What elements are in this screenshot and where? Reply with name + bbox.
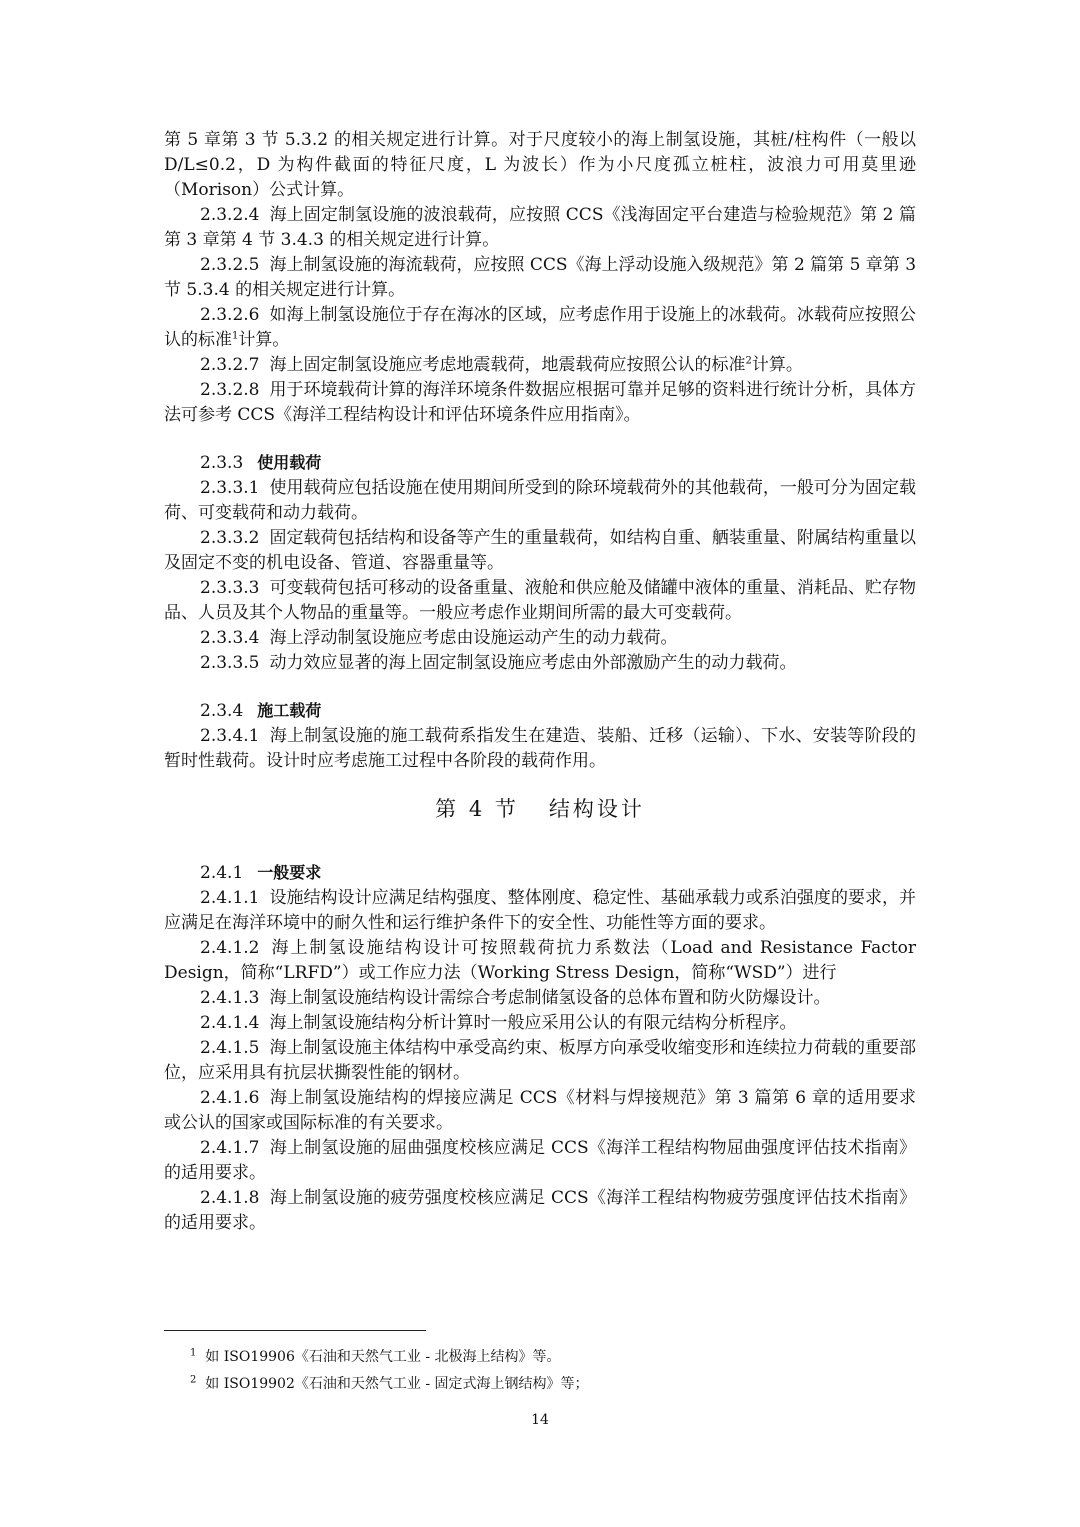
heading-title: 施工载荷: [257, 701, 322, 720]
clause-2-3-3-5: [164, 651, 916, 676]
footnote-1: [190, 1344, 890, 1371]
heading-2-4-1: [164, 860, 916, 886]
clause-text: 海上制氢设施结构设计需综合考虑制储氢设备的总体布置和防火防爆设计。: [269, 988, 831, 1008]
clause-number: 2.3.3.2: [200, 528, 260, 548]
footnote-text: 如 ISO19906《石油和天然气工业 - 北极海上结构》等。: [205, 1349, 561, 1365]
footnote-ref[interactable]: 2: [745, 355, 752, 367]
heading-title: 使用载荷: [257, 453, 322, 472]
clause-number: 2.3.2.7: [200, 355, 260, 375]
clause-number: 2.4.1.6: [200, 1088, 260, 1108]
heading-2-3-3: [164, 450, 916, 476]
page-number: 14: [531, 1412, 549, 1428]
clause-2-3-3-3: [164, 576, 916, 626]
clause-text: 如海上制氢设施位于存在海冰的区域，应考虑作用于设施上的冰载荷。冰载荷应按照公认的标准: [164, 305, 916, 350]
clause-number: 2.3.3.5: [200, 653, 260, 673]
clause-text: 设施结构设计应满足结构强度、整体刚度、稳定性、基础承载力或系泊强度的要求，并应满足在海洋环境中的耐久性和运行维护条件下的安全性、功能性等方面的要求。: [164, 888, 916, 933]
footnote-2: [190, 1371, 890, 1398]
clause-2-3-2-6: [164, 303, 916, 353]
section-title: [164, 794, 916, 824]
clause-number: 2.4.1.2: [200, 938, 260, 958]
clause-2-4-1-5: [164, 1036, 916, 1086]
clause-number: 2.4.1.5: [200, 1038, 260, 1058]
clause-text: 固定载荷包括结构和设备等产生的重量载荷，如结构自重、舾装重量、附属结构重量以及固定不变的机电设备、管道、容器重量等。: [164, 528, 916, 573]
clause-number: 2.3.2.6: [200, 305, 260, 325]
footnotes: [190, 1344, 890, 1398]
clause-text: 用于环境载荷计算的海洋环境条件数据应根据可靠并足够的资料进行统计分析，具体方法可参考 CCS《海洋工程结构设计和评估环境条件应用指南》。: [164, 380, 916, 425]
footnote-mark: 1: [190, 1347, 197, 1359]
clause-text: 海上制氢设施结构设计可按照载荷抗力系数法（Load and Resistance Factor Design，简称“LRFD”）或工作应力法（Working Stress Design，简称“WSD”）进行: [164, 938, 916, 983]
clause-number: 2.3.3.4: [200, 628, 260, 648]
clause-2-3-3-2: [164, 526, 916, 576]
footnote-text: 如 ISO19902《石油和天然气工业 - 固定式海上钢结构》等；: [205, 1376, 589, 1392]
clause-2-3-3-1: [164, 476, 916, 526]
clause-text: 海上制氢设施的屈曲强度校核应满足 CCS《海洋工程结构物屈曲强度评估技术指南》的适用要求。: [164, 1138, 916, 1183]
heading-number: 2.4.1: [200, 863, 244, 883]
clause-2-4-1-4: [164, 1011, 916, 1036]
heading-number: 2.3.4: [200, 701, 244, 721]
clause-2-4-1-6: [164, 1086, 916, 1136]
clause-number: 2.3.2.8: [200, 380, 260, 400]
clause-2-3-2-7: [164, 353, 916, 378]
clause-text: 海上制氢设施的疲劳强度校核应满足 CCS《海洋工程结构物疲劳强度评估技术指南》的适用要求。: [164, 1188, 916, 1233]
clause-2-4-1-2: [164, 936, 916, 986]
footnote-divider: [164, 1330, 426, 1331]
section-title-text: 结构设计: [548, 797, 645, 821]
clause-number: 2.4.1.1: [200, 888, 260, 908]
clause-2-3-3-4: [164, 626, 916, 651]
clause-number: 2.4.1.7: [200, 1138, 260, 1158]
clause-text: 使用载荷应包括设施在使用期间所受到的除环境载荷外的其他载荷，一般可分为固定载荷、可变载荷和动力载荷。: [164, 478, 916, 523]
clause-text: 海上固定制氢设施应考虑地震载荷，地震载荷应按照公认的标准: [269, 355, 746, 375]
clause-2-3-2-4: [164, 203, 916, 253]
clause-text: 海上制氢设施主体结构中承受高约束、板厚方向承受收缩变形和连续拉力荷载的重要部位，应采用具有抗层状撕裂性能的钢材。: [164, 1038, 916, 1083]
clause-2-4-1-7: [164, 1136, 916, 1186]
clause-text: 可变载荷包括可移动的设备重量、液舱和供应舱及储罐中液体的重量、消耗品、贮存物品、人员及其个人物品的重量等。一般应考虑作业期间所需的最大可变载荷。: [164, 578, 916, 623]
clause-number: 2.3.2.4: [200, 205, 260, 225]
clause-2-3-4-1: [164, 724, 916, 774]
clause-number: 2.3.2.5: [200, 255, 260, 275]
clause-2-4-1-8: [164, 1186, 916, 1236]
footnote-mark: 2: [190, 1374, 197, 1386]
clause-number: 2.4.1.4: [200, 1013, 260, 1033]
clause-text: 海上固定制氢设施的波浪载荷，应按照 CCS《浅海固定平台建造与检验规范》第 2 篇第 3 章第 4 节 3.4.3 的相关规定进行计算。: [164, 205, 916, 250]
clause-text: 海上制氢设施结构的焊接应满足 CCS《材料与焊接规范》第 3 篇第 6 章的适用要求或公认的国家或国际标准的有关要求。: [164, 1088, 916, 1133]
paragraph-continued: 第 5 章第 3 节 5.3.2 的相关规定进行计算。对于尺度较小的海上制氢设施，其桩/柱构件（一般以 D/L≤0.2，D 为构件截面的特征尺度，L 为波长）作为小尺度孤立桩柱，波浪力可用莫里逊（Morison）公式计算。: [164, 130, 916, 200]
heading-title: 一般要求: [257, 863, 322, 882]
clause-text: 海上浮动制氢设施应考虑由设施运动产生的动力载荷。: [269, 628, 678, 648]
footnote-ref[interactable]: 1: [232, 330, 239, 342]
clause-text: 海上制氢设施结构分析计算时一般应采用公认的有限元结构分析程序。: [269, 1013, 797, 1033]
clause-text: 海上制氢设施的施工载荷系指发生在建造、装船、迁移（运输）、下水、安装等阶段的暂时性载荷。设计时应考虑施工过程中各阶段的载荷作用。: [164, 726, 916, 771]
clause-text: 动力效应显著的海上固定制氢设施应考虑由外部激励产生的动力载荷。: [269, 653, 797, 673]
clause-text-tail: 计算。: [751, 355, 803, 375]
clause-2-3-2-8: [164, 378, 916, 428]
section-label: 第 4 节: [435, 797, 519, 821]
clause-2-4-1-1: [164, 886, 916, 936]
clause-number: 2.3.4.1: [200, 726, 260, 746]
clause-text: 海上制氢设施的海流载荷，应按照 CCS《海上浮动设施入级规范》第 2 篇第 5 章第 3 节 5.3.4 的相关规定进行计算。: [164, 255, 917, 300]
clause-number: 2.3.3.3: [200, 578, 260, 598]
clause-number: 2.4.1.8: [200, 1188, 260, 1208]
clause-number: 2.3.3.1: [200, 478, 260, 498]
heading-2-3-4: [164, 698, 916, 724]
heading-number: 2.3.3: [200, 453, 244, 473]
page-body: [164, 128, 916, 1236]
clause-2-3-2-5: [164, 253, 916, 303]
clause-2-4-1-3: [164, 986, 916, 1011]
clause-text-tail: 计算。: [238, 330, 290, 350]
clause-number: 2.4.1.3: [200, 988, 260, 1008]
